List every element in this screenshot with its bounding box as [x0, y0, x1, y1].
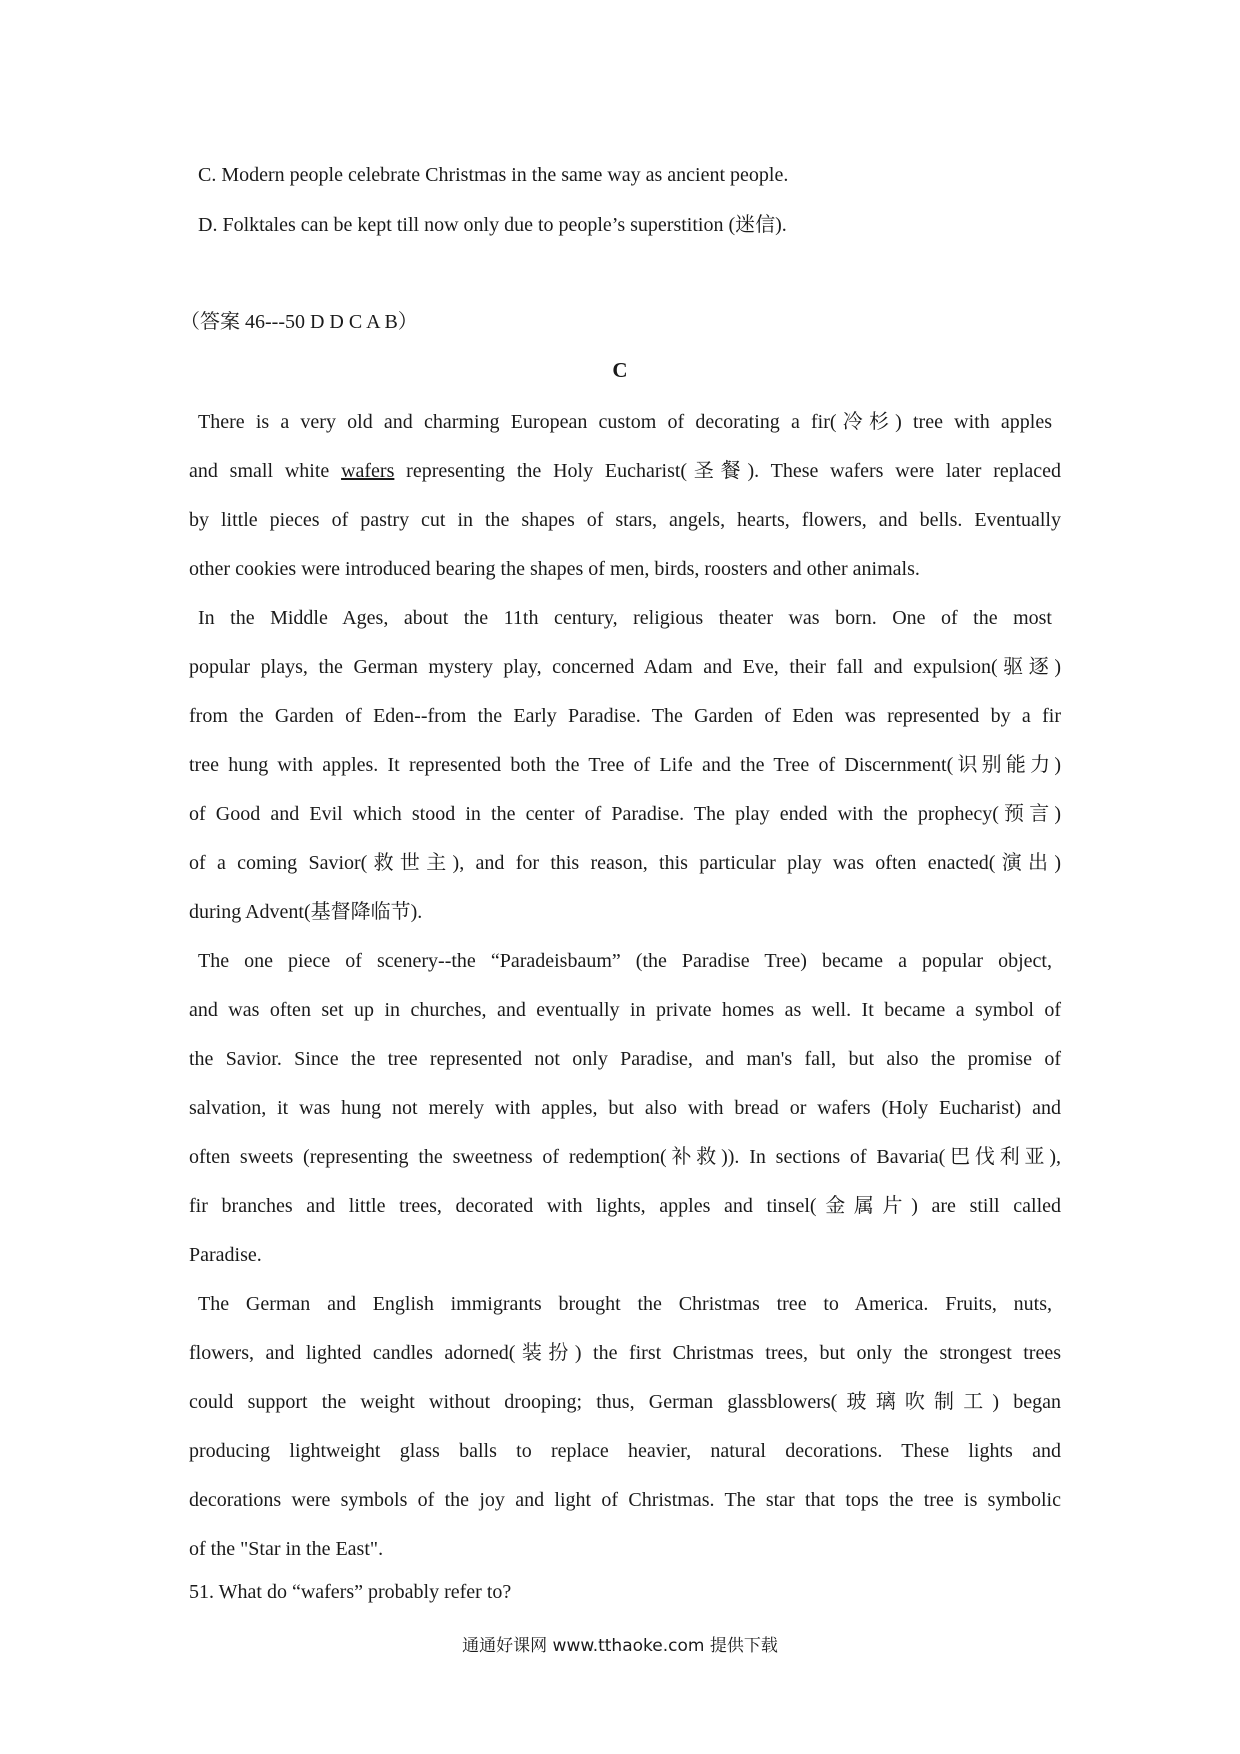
paragraph-3-line-1: The one piece of scenery--the “Paradeisbaum” (the Paradise Tree) became a popular object, [198, 950, 1052, 972]
paragraph-4-line-4: producing lightweight glass balls to replace heavier, natural decorations. These lights and [189, 1440, 1061, 1462]
option-c: C. Modern people celebrate Christmas in the same way as ancient people. [198, 164, 789, 186]
paragraph-4-line-6: of the "Star in the East". [189, 1538, 384, 1560]
page-footer: 通通好课网 www.tthaoke.com 提供下载 [462, 1636, 778, 1656]
paragraph-2-line-1: In the Middle Ages, about the 11th century, religious theater was born. One of the most [198, 607, 1052, 629]
paragraph-3-line-5: often sweets (representing the sweetness of redemption(补救)). In sections of Bavaria(巴伐利亚), [189, 1146, 1061, 1168]
paragraph-3-line-4: salvation, it was hung not merely with apples, but also with bread or wafers (Holy Eucharist) and [189, 1097, 1061, 1119]
paragraph-3-line-3: the Savior. Since the tree represented not only Paradise, and man's fall, but also the promise of [189, 1048, 1061, 1070]
paragraph-1-line-3: by little pieces of pastry cut in the shapes of stars, angels, hearts, flowers, and bells. Eventually [189, 509, 1061, 531]
question-51: 51. What do “wafers” probably refer to? [189, 1581, 512, 1603]
paragraph-1-line-4: other cookies were introduced bearing the shapes of men, birds, roosters and other animals. [189, 558, 920, 580]
underlined-word-wafers: wafers [341, 460, 395, 482]
paragraph-3-line-7: Paradise. [189, 1244, 262, 1266]
paragraph-3-line-2: and was often set up in churches, and eventually in private homes as well. It became a symbol of [189, 999, 1061, 1021]
paragraph-2-line-3: from the Garden of Eden--from the Early Paradise. The Garden of Eden was represented by a fir [189, 705, 1061, 727]
paragraph-2-line-4: tree hung with apples. It represented both the Tree of Life and the Tree of Discernment(识别能力) [189, 754, 1061, 776]
paragraph-2-line-6: of a coming Savior(救世主), and for this reason, this particular play was often enacted(演出) [189, 852, 1061, 874]
paragraph-2-line-5: of Good and Evil which stood in the center of Paradise. The play ended with the prophecy(预言) [189, 803, 1061, 825]
option-d: D. Folktales can be kept till now only due to people’s superstition (迷信). [198, 214, 787, 236]
paragraph-1-line-1: There is a very old and charming European custom of decorating a fir(冷杉) tree with apples [198, 411, 1052, 433]
paragraph-2-line-2: popular plays, the German mystery play, concerned Adam and Eve, their fall and expulsion(驱逐) [189, 656, 1061, 678]
paragraph-3-line-6: fir branches and little trees, decorated with lights, apples and tinsel(金属片) are still called [189, 1195, 1061, 1217]
section-label: C [612, 358, 628, 382]
paragraph-2-line-7: during Advent(基督降临节). [189, 901, 423, 923]
paragraph-4-line-1: The German and English immigrants brought the Christmas tree to America. Fruits, nuts, [198, 1293, 1052, 1315]
paragraph-4-line-2: flowers, and lighted candles adorned(装扮) the first Christmas trees, but only the strongest trees [189, 1342, 1061, 1364]
paragraph-4-line-3: could support the weight without drooping; thus, German glassblowers(玻璃吹制工) began [189, 1391, 1061, 1413]
answer-key: （答案 46---50 D D C A B） [180, 311, 418, 333]
paragraph-1-line-2: and small white wafers representing the Holy Eucharist(圣餐). These wafers were later replaced [189, 460, 1061, 482]
paragraph-4-line-5: decorations were symbols of the joy and light of Christmas. The star that tops the tree is symbolic [189, 1489, 1061, 1511]
